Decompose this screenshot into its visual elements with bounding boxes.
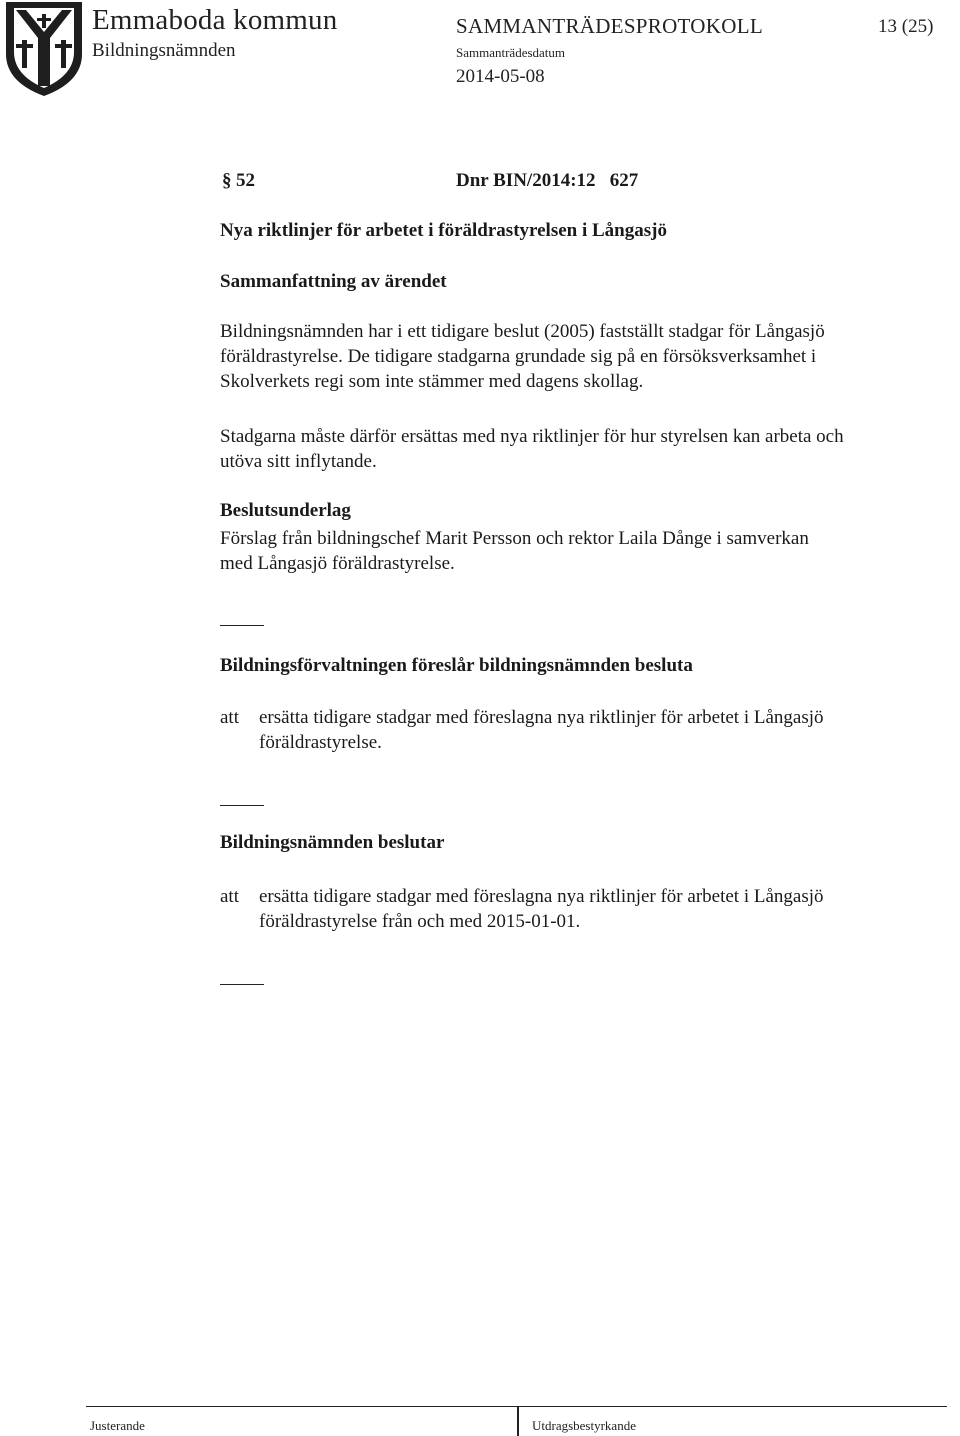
proposal-text xyxy=(259,705,824,755)
paragraph-number: 52 xyxy=(236,170,255,191)
item-title: Nya riktlinjer för arbetet i föräldrastyrelsen i Långasjö xyxy=(220,220,667,241)
footer-extract-label: Utdragsbestyrkande xyxy=(532,1418,636,1433)
decision-line-1: ersätta tidigare stadgar med föreslagna nya riktlinjer för arbetet i Långasjö xyxy=(259,886,824,907)
page-number: 13 (25) xyxy=(878,16,934,37)
footer-initials-label: Justerande xyxy=(90,1418,145,1433)
meeting-date-label: Sammanträdesdatum xyxy=(456,45,566,60)
basis-line-1: Förslag från bildningschef Marit Persson och rektor Laila Dånge i samverkan xyxy=(220,528,809,549)
decision-line-2: föräldrastyrelse från och med 2015-01-01. xyxy=(259,911,581,932)
decision-att-prefix: att xyxy=(220,886,239,907)
section-symbol: § xyxy=(222,170,232,191)
case-number: Dnr BIN/2014:12 627 xyxy=(456,170,639,191)
footer-rule-right xyxy=(517,1406,947,1407)
proposal-line-2: föräldrastyrelse. xyxy=(259,732,382,753)
footer-divider xyxy=(517,1406,519,1436)
summary-paragraph-2 xyxy=(220,424,844,474)
basis-heading: Beslutsunderlag xyxy=(220,500,351,521)
summary-p1-line-3: Skolverkets regi som inte stämmer med dagens skollag. xyxy=(220,371,644,392)
municipality-name: Emmaboda kommun xyxy=(92,4,338,36)
separator-line-2 xyxy=(220,805,264,806)
separator-line-3 xyxy=(220,984,264,985)
summary-p2-line-1: Stadgarna måste därför ersättas med nya riktlinjer för hur styrelsen kan arbeta och xyxy=(220,426,844,447)
summary-p1-line-2: föräldrastyrelse. De tidigare stadgarna grundade sig på en försöksverksamhet i xyxy=(220,346,817,367)
decision-heading: Bildningsnämnden beslutar xyxy=(220,832,445,853)
separator-line-1 xyxy=(220,625,264,626)
summary-heading: Sammanfattning av ärendet xyxy=(220,271,447,292)
proposal-heading: Bildningsförvaltningen föreslår bildningsnämnden besluta xyxy=(220,655,693,676)
committee-name: Bildningsnämnden xyxy=(92,40,236,61)
basis-text xyxy=(220,526,809,576)
summary-paragraph-1 xyxy=(220,319,825,394)
summary-p1-line-1: Bildningsnämnden har i ett tidigare beslut (2005) fastställt stadgar för Långasjö xyxy=(220,321,825,342)
proposal-att-prefix: att xyxy=(220,707,239,728)
basis-line-2: med Långasjö föräldrastyrelse. xyxy=(220,553,455,574)
proposal-line-1: ersätta tidigare stadgar med föreslagna nya riktlinjer för arbetet i Långasjö xyxy=(259,707,824,728)
decision-text xyxy=(259,884,824,934)
municipality-coat-of-arms-logo xyxy=(2,0,86,98)
footer-rule-left xyxy=(86,1406,518,1407)
summary-p2-line-2: utöva sitt inflytande. xyxy=(220,451,377,472)
meeting-date: 2014-05-08 xyxy=(456,66,545,87)
document-type: SAMMANTRÄDESPROTOKOLL xyxy=(456,14,763,38)
